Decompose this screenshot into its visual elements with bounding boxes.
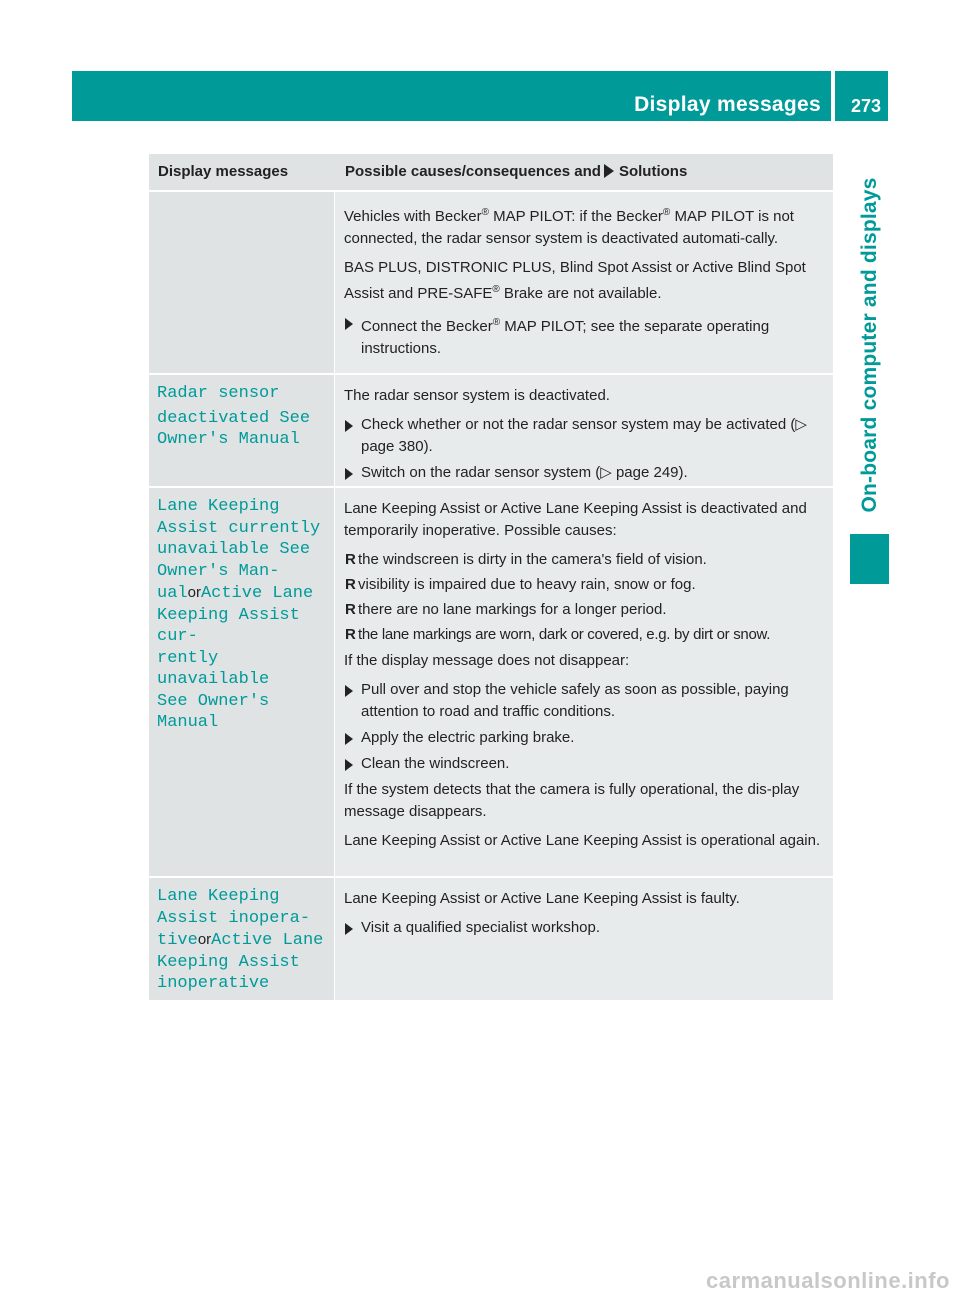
message-cell	[149, 878, 335, 1000]
cause-bullet: R visibility is impaired due to heavy rain, snow or fog.	[345, 576, 696, 593]
chapter-side-tab	[850, 140, 890, 550]
table-row	[149, 488, 833, 878]
page-number: 273	[850, 96, 881, 116]
paragraph: If the system detects that the camera is fully operational, the dis-play message disappears.	[344, 781, 800, 820]
causes-cell	[335, 375, 833, 486]
display-messages-table	[149, 154, 833, 1002]
table-header-row	[149, 154, 833, 192]
column-header-solutions-text: Solutions	[618, 163, 688, 180]
message-line: See Owner's Manual	[157, 691, 270, 732]
header-divider	[831, 71, 835, 121]
cause-bullet: R the windscreen is dirty in the camera's field of vision.	[345, 551, 707, 568]
step-arrow-icon	[345, 318, 353, 330]
message-line: Owner's Man‐	[157, 561, 280, 581]
message-cell	[149, 488, 335, 876]
paragraph: Lane Keeping Assist or Active Lane Keeping Assist is deactivated and temporarily inoperative. Possible causes:	[344, 500, 807, 539]
paragraph: Lane Keeping Assist or Active Lane Keeping Assist is operational again.	[344, 832, 821, 849]
solution-step: Switch on the radar sensor system (▷ page 249).	[344, 462, 827, 484]
message-cell-empty	[149, 192, 335, 373]
cause-bullet: R the lane markings are worn, dark or covered, e.g. by dirt or snow.	[345, 626, 771, 643]
step-arrow-icon	[345, 468, 353, 480]
column-header-display-messages: Display messages	[158, 163, 289, 180]
solution-arrow-icon	[604, 164, 614, 178]
causes-cell	[335, 192, 833, 373]
solution-step: Apply the electric parking brake.	[344, 727, 827, 749]
step-arrow-icon	[345, 759, 353, 771]
step-arrow-icon	[345, 685, 353, 697]
message-line: Assist currently	[157, 518, 321, 538]
solution-step: Visit a qualified specialist workshop.	[344, 917, 827, 939]
paragraph: If the display message does not disappear:	[344, 652, 630, 669]
table-row	[149, 878, 833, 1002]
chapter-side-tab-label: On-board computer and displays	[858, 177, 881, 513]
page-header-bar	[72, 71, 888, 121]
step-arrow-icon	[345, 923, 353, 935]
message-cell	[149, 375, 335, 486]
paragraph: Vehicles with Becker® MAP PILOT: if the Becker® MAP PILOT is not connected, the radar sensor system is deactivated automati-cally.	[344, 207, 794, 247]
solution-step: Check whether or not the radar sensor system may be activated (▷ page 380).	[344, 414, 827, 458]
column-header-causes-solutions	[336, 154, 833, 190]
message-line: Assist inopera‐	[157, 908, 311, 928]
message-line: deactivated See	[157, 408, 311, 428]
causes-cell	[335, 878, 833, 1000]
causes-cell	[335, 488, 833, 876]
paragraph: BAS PLUS, DISTRONIC PLUS, Blind Spot Assist or Active Blind Spot Assist and PRE-SAFE® Brake are not available.	[344, 259, 806, 302]
message-line: Lane Keeping	[157, 887, 280, 906]
step-arrow-icon	[345, 733, 353, 745]
watermark-text: carmanualsonline.info	[706, 1268, 950, 1293]
paragraph: Lane Keeping Assist or Active Lane Keeping Assist is faulty.	[344, 890, 740, 907]
message-line: ualorActive Lane	[157, 584, 314, 603]
table-row	[149, 375, 833, 488]
solution-step: Connect the Becker® MAP PILOT; see the separate operating instructions.	[344, 312, 827, 360]
table-row	[149, 192, 833, 375]
paragraph: The radar sensor system is deactivated.	[344, 387, 610, 404]
solution-step: Clean the windscreen.	[344, 753, 827, 775]
solution-step: Pull over and stop the vehicle safely as soon as possible, paying attention to road and traffic conditions.	[344, 679, 827, 723]
message-line: Lane Keeping	[157, 497, 280, 516]
message-line: Radar sensor	[157, 384, 280, 403]
message-line: rently unavailable	[157, 648, 270, 689]
message-line: Keeping Assist cur‐	[157, 605, 300, 646]
page-section-title: Display messages	[634, 93, 821, 116]
step-arrow-icon	[345, 420, 353, 432]
message-line: Owner's Manual	[157, 430, 300, 449]
message-line: inoperative	[157, 974, 270, 993]
message-line: tiveorActive Lane	[157, 931, 324, 950]
message-line: unavailable See	[157, 540, 311, 559]
message-line: Keeping Assist	[157, 952, 300, 972]
column-header-causes-text: Possible causes/consequences and	[345, 163, 601, 180]
chapter-tab-marker	[850, 534, 889, 584]
cause-bullet: R there are no lane markings for a longer period.	[345, 601, 667, 618]
